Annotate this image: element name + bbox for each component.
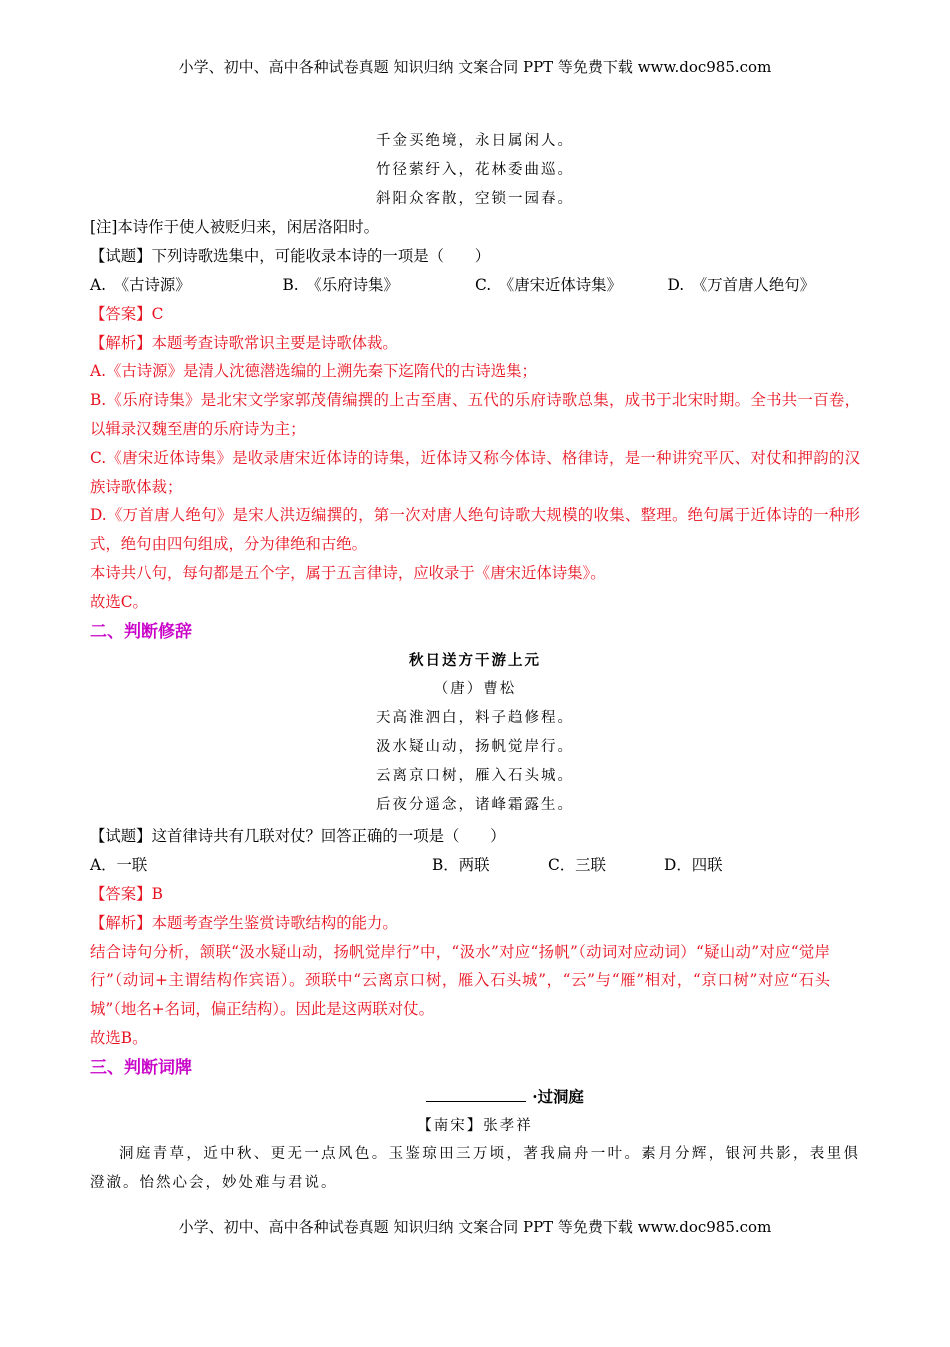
question: 【试题】下列诗歌选集中，可能收录本诗的一项是（ ） [90,247,491,266]
poem-line: 千金买绝境，永日属闲人。 [376,133,574,149]
poem-title: 秋日送方干游上元 [409,652,541,669]
ci-title-text: ·过洞庭 [532,1087,584,1106]
analysis: 【解析】本题考查诗歌常识主要是诗歌体裁。 [90,333,398,352]
options [90,271,860,300]
analysis: 【解析】本题考查学生鉴赏诗歌结构的能力。 [90,913,398,932]
analysis: 本诗共八句，每句都是五个字，属于五言律诗，应收录于《唐宋近体诗集》。 [90,563,606,582]
section-heading: 三、判断词牌 [90,1057,192,1078]
option-c: C. 《唐宋近体诗集》 [475,275,622,294]
poem-line: 云离京口树，雁入石头城。 [376,767,574,784]
option-c: C．三联 [548,856,606,875]
poem-line: 汲水疑山动，扬帆觉岸行。 [376,738,574,755]
poem-line: 竹径萦纡入，花林委曲巡。 [376,161,574,178]
option-b: B．两联 [432,856,490,875]
option-d: D．四联 [664,856,723,875]
analysis: C.《唐宋近体诗集》是收录唐宋近体诗的诗集，近体诗又称今体诗、格律诗，是一种讲究平仄、对仗和押韵的汉族诗歌体裁； [90,448,860,496]
poem-author: （唐）曹松 [433,681,517,698]
ci-author: 【南宋】张孝祥 [417,1117,533,1134]
option-a: A．一联 [90,856,148,875]
answer: 【答案】B [90,884,163,903]
ci-title [90,1083,860,1112]
page-header: 小学、初中、高中各种试卷真题 知识归纳 文案合同 PPT 等免费下载 www.doc985.com [178,58,772,76]
page-footer: 小学、初中、高中各种试卷真题 知识归纳 文案合同 PPT 等免费下载 www.doc985.com [178,1218,772,1236]
analysis: 故选C。 [90,592,148,611]
option-d: D. 《万首唐人绝句》 [667,275,815,294]
option-b: B. 《乐府诗集》 [282,275,399,294]
analysis: B.《乐府诗集》是北宋文学家郭茂倩编撰的上古至唐、五代的乐府诗歌总集，成书于北宋时期。全书共一百卷，以辑录汉魏至唐的乐府诗为主； [90,391,860,438]
poem-line: 斜阳众客散，空锁一园春。 [376,190,574,207]
option-a: A. 《古诗源》 [90,275,191,294]
ci-text: 洞庭青草，近中秋、更无一点风色。玉鉴琼田三万顷，著我扁舟一叶。素月分辉，银河共影，表里俱澄澈。怡然心会，妙处难与君说。 [90,1146,860,1192]
analysis: 结合诗句分析，颔联“汲水疑山动，扬帆觉岸行”中，“汲水”对应“扬帆”（动词对应动词）“疑山动”对应“觉岸行”（动词+主谓结构作宾语）。颈联中“云离京口树，雁入石头城”，“云”与“雁”相对，“京口树”对应“石头城”（地名+名词，偏正结构）。因此是这两联对仗。 [90,942,830,1019]
poem-line: 后夜分遥念，诸峰霜露生。 [376,796,574,813]
blank-line [426,1087,526,1102]
options [90,851,860,880]
question: 【试题】这首律诗共有几联对仗？回答正确的一项是（ ） [90,827,506,846]
analysis: 故选B。 [90,1028,148,1047]
analysis: A.《古诗源》是清人沈德潜选编的上溯先秦下迄隋代的古诗选集； [90,362,537,381]
section-heading: 二、判断修辞 [90,621,192,642]
note: [注]本诗作于使人被贬归来，闲居洛阳时。 [90,218,380,237]
answer: 【答案】C [90,304,164,323]
document-body [90,127,860,1198]
analysis: D.《万首唐人绝句》是宋人洪迈编撰的，第一次对唐人绝句诗歌大规模的收集、整理。绝句属于近体诗的一种形式，绝句由四句组成，分为律绝和古绝。 [90,506,860,554]
poem-line: 天高淮泗白，料子趋修程。 [376,710,574,727]
